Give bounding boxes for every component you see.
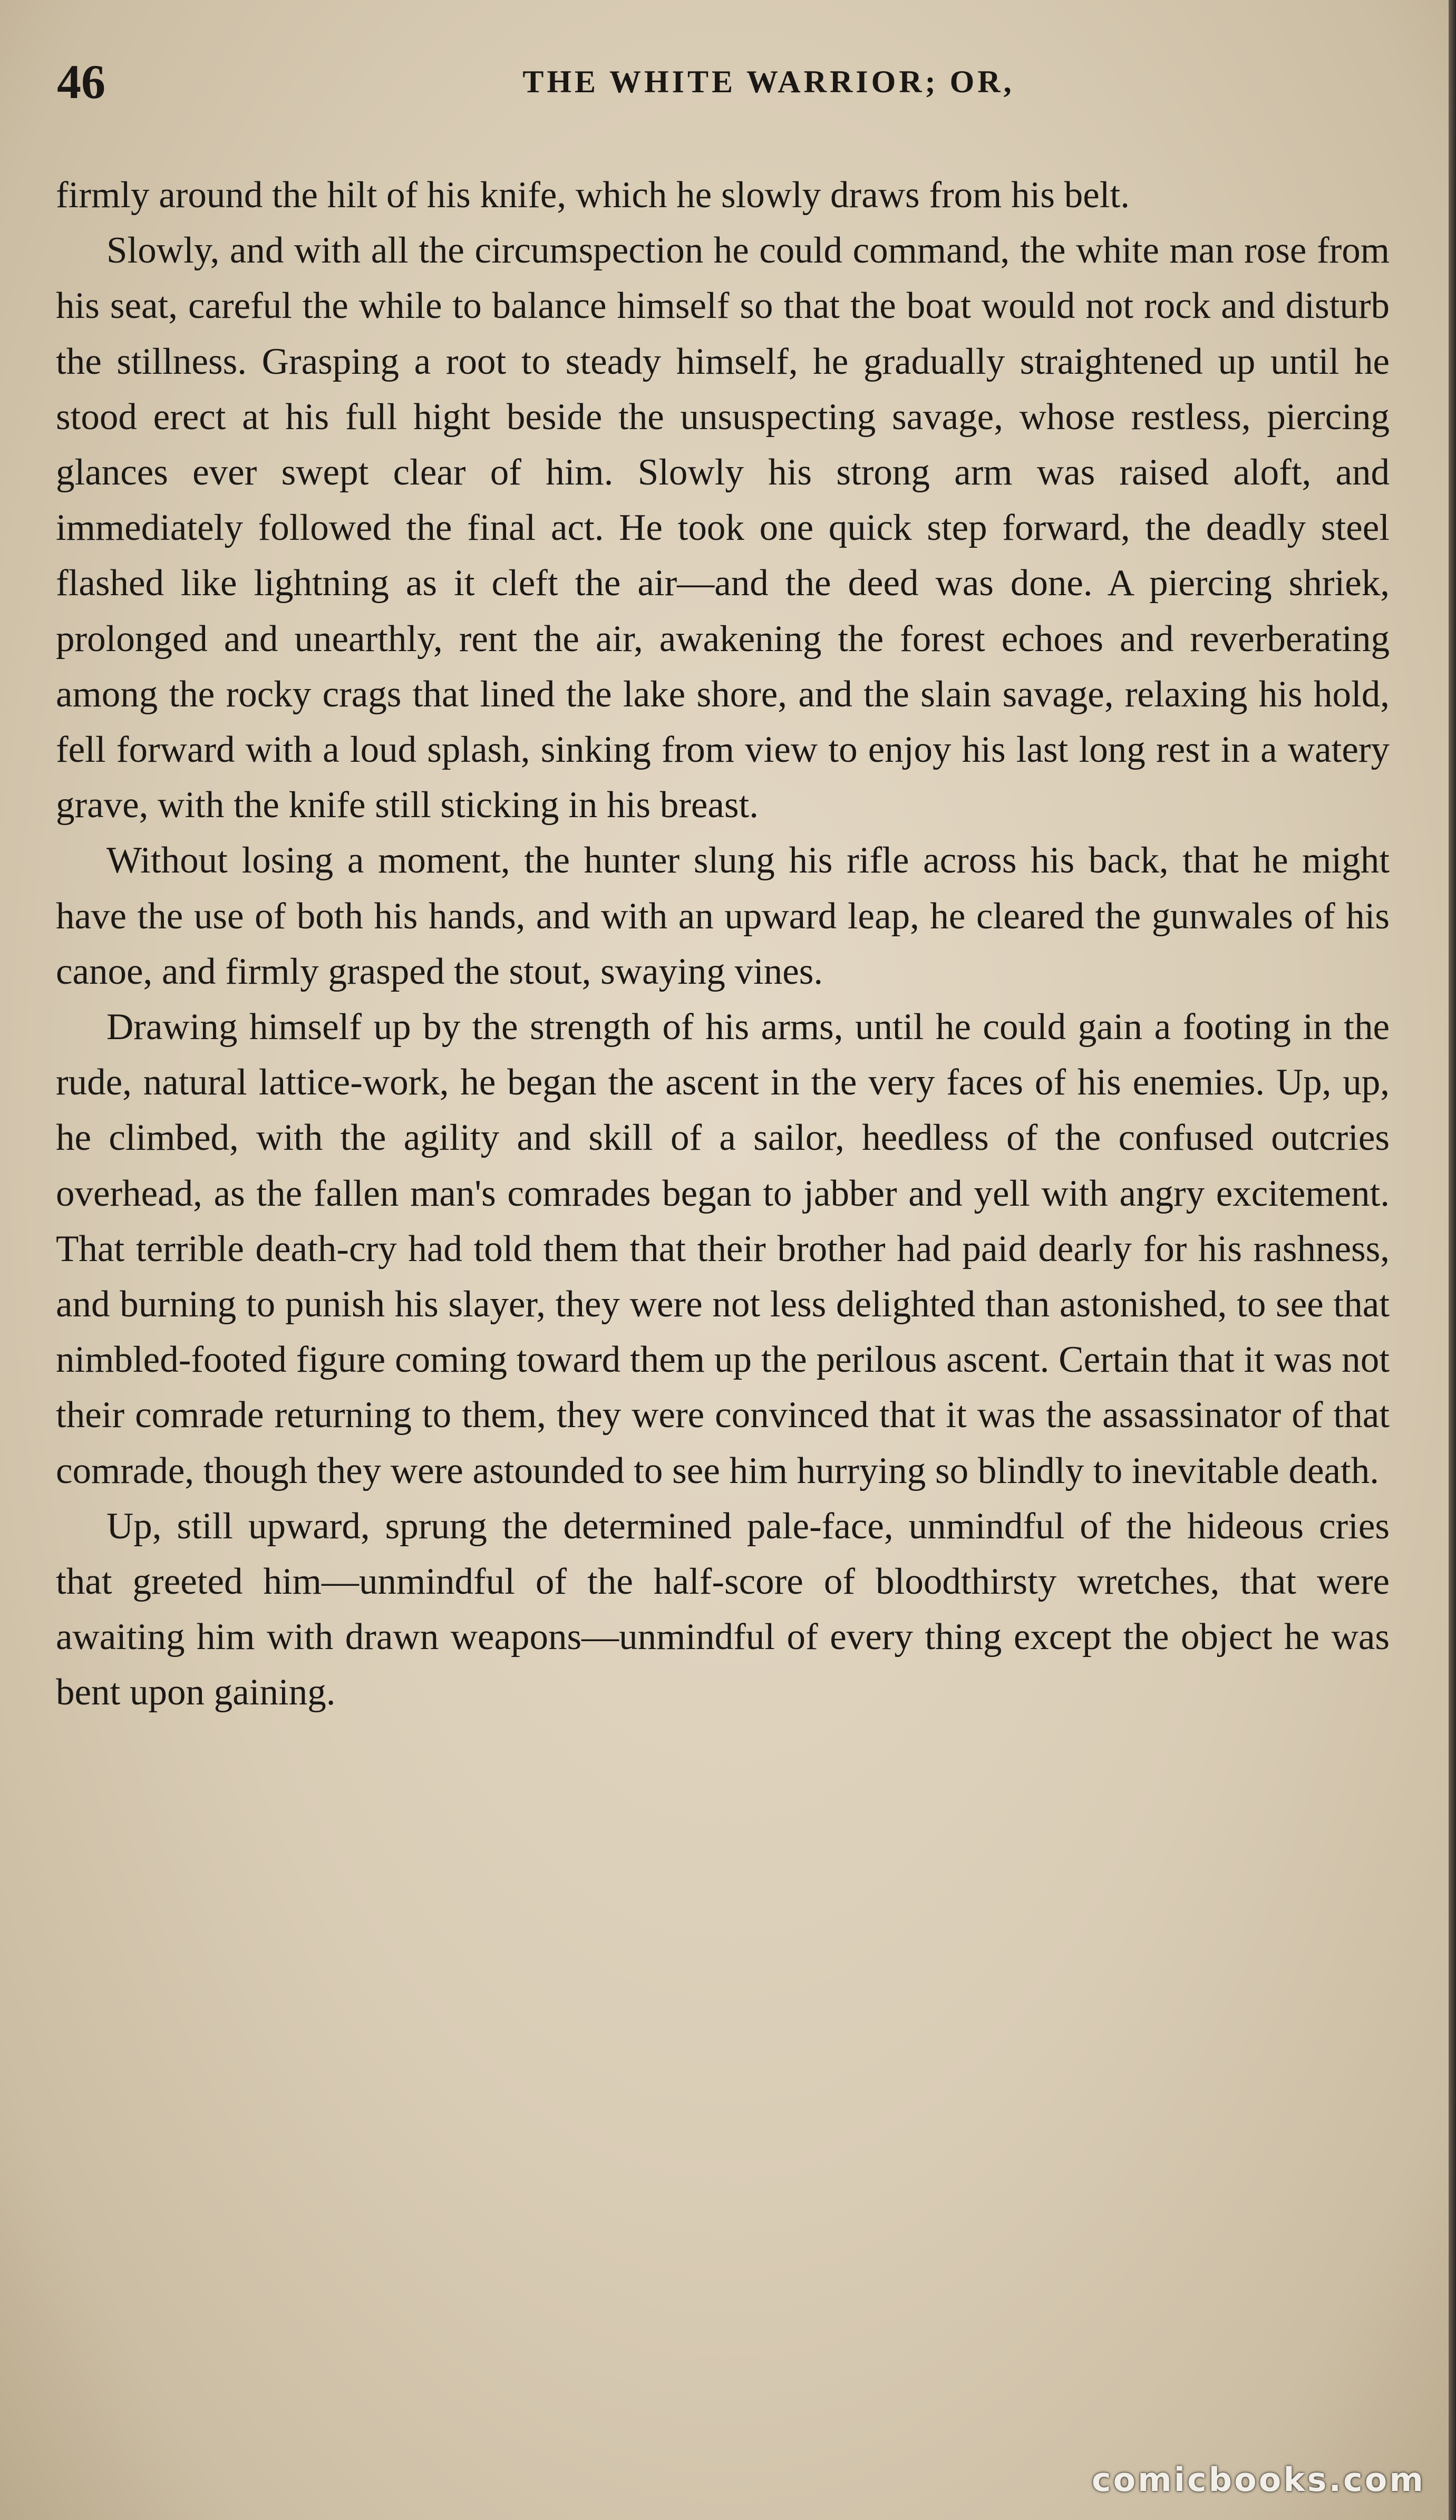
paragraph: Drawing himself up by the strength of his arms, until he could gain a footing in the rude, natural lattice-work, he began the ascent in the very faces of his enemies. Up, up, he climbed, with the agility and skill of a sailor, heedless of the confused outcries overhead, as the fallen man's comrades began to jabber and yell with angry excitement. That terrible death-cry had told them that their brother had paid dearly for his rashness, and burning to punish his slayer, they were not less delighted than astonished, to see that nimbled-footed figure coming toward them up the perilous ascent. Certain that it was not their comrade returning to them, they were convinced that it was the assassinator of that comrade, though they were astounded to see him hurrying so blindly to inevitable death. bbox=[56, 1006, 1390, 1491]
page-number: 46 bbox=[57, 55, 105, 109]
watermark: comicbooks.com bbox=[1091, 2460, 1425, 2499]
paragraph-continued: firmly around the hilt of his knife, which he slowly draws from his belt. bbox=[56, 175, 1130, 216]
page-edge-shadow bbox=[1449, 0, 1456, 2520]
running-header bbox=[57, 53, 1396, 111]
body-text bbox=[56, 168, 1390, 1721]
paragraph: Slowly, and with all the circumspection he could command, the white man rose from his seat, careful the while to balance himself so that the boat would not rock and disturb the stillness. Grasping a root to steady himself, he gradually straightened up until he stood erect at his full hight beside the unsuspecting savage, whose restless, piercing glances ever swept clear of him. Slowly his strong arm was raised aloft, and immediately followed the final act. He took one quick step forward, the deadly steel flashed like lightning as it cleft the air—and the deed was done. A piercing shriek, prolonged and unearthly, rent the air, awakening the forest echoes and reverberating among the rocky crags that lined the lake shore, and the slain savage, relaxing his hold, fell forward with a loud splash, sinking from view to enjoy his last long rest in a watery grave, with the knife still sticking in his breast. bbox=[56, 230, 1390, 826]
running-title: THE WHITE WARRIOR; OR, bbox=[522, 64, 1015, 99]
paragraph: Up, still upward, sprung the determined pale-face, unmindful of the hideous cries that greeted him—unmindful of the half-score of bloodthirsty wretches, that were awaiting him with drawn weapons—unmindful of every thing except the object he was bent upon gaining. bbox=[56, 1505, 1390, 1713]
paragraph: Without losing a moment, the hunter slung his rifle across his back, that he might have the use of both his hands, and with an upward leap, he cleared the gunwales of his canoe, and firmly grasped the stout, swaying vines. bbox=[56, 840, 1390, 992]
